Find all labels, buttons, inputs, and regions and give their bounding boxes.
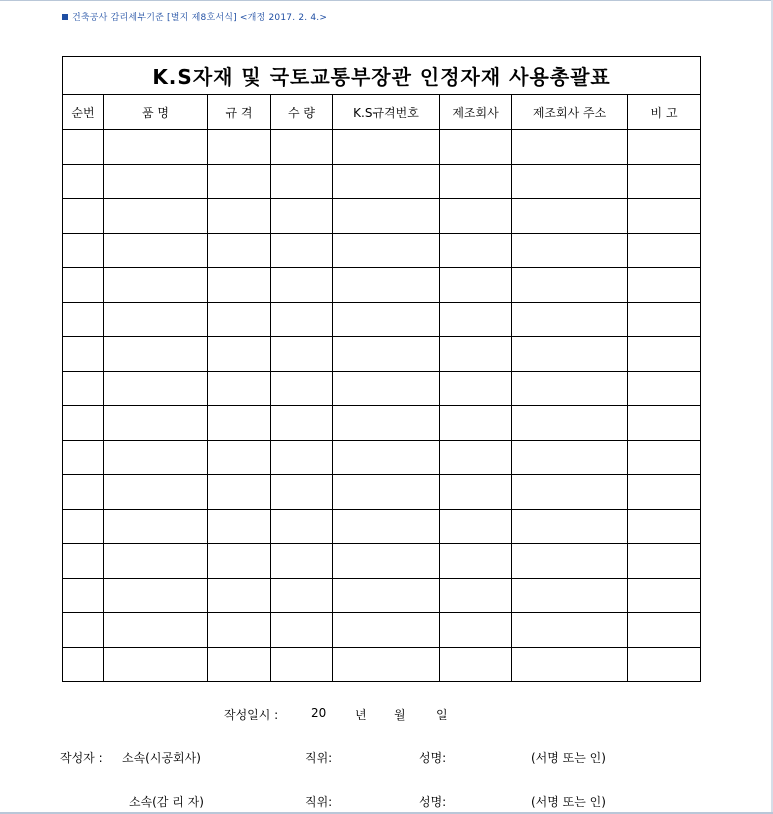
cell-spec[interactable] [208,440,271,475]
cell-spec[interactable] [208,475,271,510]
cell-number[interactable] [63,406,104,441]
cell-quantity[interactable] [271,130,333,165]
cell-manufacturer-address[interactable] [512,302,628,337]
cell-spec[interactable] [208,233,271,268]
cell-item-name[interactable] [104,440,208,475]
cell-quantity[interactable] [271,371,333,406]
table-row [63,268,701,303]
table-row [63,371,701,406]
cell-manufacturer-address[interactable] [512,613,628,648]
cell-item-name[interactable] [104,647,208,682]
cell-ks-number[interactable] [333,233,440,268]
col-header-manufacturer: 제조회사 [440,95,512,130]
cell-item-name[interactable] [104,199,208,234]
cell-ks-number[interactable] [333,544,440,579]
cell-manufacturer[interactable] [440,613,512,648]
cell-remarks[interactable] [628,130,701,165]
table-row [63,199,701,234]
cell-number[interactable] [63,440,104,475]
cell-number[interactable] [63,302,104,337]
date-year-label: 년 [355,708,367,722]
cell-manufacturer-address[interactable] [512,130,628,165]
cell-quantity[interactable] [271,509,333,544]
cell-manufacturer-address[interactable] [512,509,628,544]
top-border [0,0,773,1]
cell-manufacturer[interactable] [440,509,512,544]
cell-manufacturer[interactable] [440,544,512,579]
cell-remarks[interactable] [628,544,701,579]
cell-quantity[interactable] [271,475,333,510]
cell-remarks[interactable] [628,233,701,268]
cell-ks-number[interactable] [333,268,440,303]
cell-manufacturer-address[interactable] [512,233,628,268]
cell-spec[interactable] [208,647,271,682]
cell-quantity[interactable] [271,164,333,199]
cell-quantity[interactable] [271,337,333,372]
contractor-position[interactable]: 직위: [305,751,333,765]
cell-ks-number[interactable] [333,302,440,337]
cell-remarks[interactable] [628,509,701,544]
cell-number[interactable] [63,475,104,510]
cell-ks-number[interactable] [333,371,440,406]
cell-item-name[interactable] [104,302,208,337]
cell-ks-number[interactable] [333,440,440,475]
cell-quantity[interactable] [271,406,333,441]
cell-ks-number[interactable] [333,475,440,510]
cell-manufacturer[interactable] [440,371,512,406]
supervisor-name[interactable]: 성명: [419,795,447,809]
cell-ks-number[interactable] [333,578,440,613]
cell-remarks[interactable] [628,613,701,648]
cell-manufacturer[interactable] [440,130,512,165]
cell-remarks[interactable] [628,406,701,441]
cell-remarks[interactable] [628,268,701,303]
cell-manufacturer-address[interactable] [512,544,628,579]
form-reference-text: 건축공사 감리세부기준 [별지 제8호서식] <개정 2017. 2. 4.> [72,13,328,23]
cell-ks-number[interactable] [333,164,440,199]
date-year-prefix[interactable]: 20 [311,706,327,720]
cell-manufacturer[interactable] [440,302,512,337]
cell-ks-number[interactable] [333,406,440,441]
cell-remarks[interactable] [628,302,701,337]
table-row [63,544,701,579]
cell-ks-number[interactable] [333,199,440,234]
col-header-manufacturer-address: 제조회사 주소 [512,95,628,130]
cell-spec[interactable] [208,371,271,406]
cell-number[interactable] [63,199,104,234]
cell-spec[interactable] [208,268,271,303]
cell-item-name[interactable] [104,578,208,613]
cell-item-name[interactable] [104,164,208,199]
cell-manufacturer-address[interactable] [512,440,628,475]
cell-number[interactable] [63,544,104,579]
cell-quantity[interactable] [271,544,333,579]
cell-spec[interactable] [208,544,271,579]
table-row [63,613,701,648]
cell-spec[interactable] [208,613,271,648]
cell-quantity[interactable] [271,647,333,682]
square-bullet-icon [62,14,68,20]
cell-spec[interactable] [208,164,271,199]
cell-manufacturer[interactable] [440,440,512,475]
cell-number[interactable] [63,578,104,613]
cell-remarks[interactable] [628,199,701,234]
supervisor-affiliation: 소속(감 리 자) [129,795,204,809]
title-row [63,57,701,95]
form-reference-note [62,10,327,23]
cell-item-name[interactable] [104,406,208,441]
cell-manufacturer[interactable] [440,268,512,303]
cell-manufacturer[interactable] [440,647,512,682]
col-header-remarks: 비 고 [628,95,701,130]
cell-manufacturer[interactable] [440,199,512,234]
col-header-spec: 규 격 [208,95,271,130]
contractor-affiliation: 소속(시공회사) [122,751,201,765]
table-row [63,337,701,372]
cell-item-name[interactable] [104,130,208,165]
cell-manufacturer[interactable] [440,337,512,372]
contractor-name[interactable]: 성명: [419,751,447,765]
cell-item-name[interactable] [104,613,208,648]
date-month-label: 월 [394,708,406,722]
cell-remarks[interactable] [628,337,701,372]
cell-number[interactable] [63,647,104,682]
cell-manufacturer-address[interactable] [512,268,628,303]
cell-manufacturer[interactable] [440,475,512,510]
cell-item-name[interactable] [104,233,208,268]
cell-ks-number[interactable] [333,130,440,165]
cell-manufacturer-address[interactable] [512,647,628,682]
cell-item-name[interactable] [104,337,208,372]
header-row [63,95,701,130]
table-row [63,578,701,613]
cell-quantity[interactable] [271,440,333,475]
cell-number[interactable] [63,268,104,303]
cell-manufacturer[interactable] [440,578,512,613]
cell-manufacturer-address[interactable] [512,475,628,510]
cell-quantity[interactable] [271,302,333,337]
cell-number[interactable] [63,164,104,199]
table-row [63,164,701,199]
supervisor-signature[interactable]: (서명 또는 인) [531,795,606,809]
cell-spec[interactable] [208,130,271,165]
cell-quantity[interactable] [271,268,333,303]
supervisor-position[interactable]: 직위: [305,795,333,809]
cell-spec[interactable] [208,406,271,441]
col-header-item-name: 품 명 [104,95,208,130]
col-header-quantity: 수 량 [271,95,333,130]
table-row [63,647,701,682]
cell-manufacturer[interactable] [440,233,512,268]
cell-manufacturer[interactable] [440,164,512,199]
cell-remarks[interactable] [628,475,701,510]
cell-quantity[interactable] [271,578,333,613]
date-label: 작성일시 : [224,708,279,722]
date-day-label: 일 [436,708,448,722]
table-row [63,302,701,337]
cell-spec[interactable] [208,578,271,613]
cell-manufacturer-address[interactable] [512,406,628,441]
cell-number[interactable] [63,613,104,648]
table-row [63,475,701,510]
cell-spec[interactable] [208,199,271,234]
table-row [63,440,701,475]
table-row [63,233,701,268]
cell-ks-number[interactable] [333,613,440,648]
cell-item-name[interactable] [104,544,208,579]
cell-ks-number[interactable] [333,509,440,544]
table-title: K.S자재 및 국토교통부장관 인정자재 사용총괄표 [63,57,701,95]
cell-spec[interactable] [208,509,271,544]
cell-item-name[interactable] [104,475,208,510]
cell-manufacturer-address[interactable] [512,199,628,234]
materials-summary-table [62,56,701,682]
cell-quantity[interactable] [271,233,333,268]
cell-number[interactable] [63,509,104,544]
table-row [63,509,701,544]
cell-item-name[interactable] [104,371,208,406]
cell-spec[interactable] [208,337,271,372]
table-row [63,130,701,165]
cell-manufacturer[interactable] [440,406,512,441]
cell-manufacturer-address[interactable] [512,337,628,372]
cell-remarks[interactable] [628,440,701,475]
cell-ks-number[interactable] [333,647,440,682]
cell-manufacturer-address[interactable] [512,578,628,613]
cell-number[interactable] [63,130,104,165]
cell-manufacturer-address[interactable] [512,371,628,406]
cell-spec[interactable] [208,302,271,337]
contractor-signature[interactable]: (서명 또는 인) [531,751,606,765]
cell-number[interactable] [63,233,104,268]
cell-remarks[interactable] [628,164,701,199]
cell-number[interactable] [63,371,104,406]
cell-item-name[interactable] [104,509,208,544]
cell-quantity[interactable] [271,199,333,234]
col-header-number: 순번 [63,95,104,130]
cell-item-name[interactable] [104,268,208,303]
col-header-ks-number: K.S규격번호 [333,95,440,130]
cell-quantity[interactable] [271,613,333,648]
cell-number[interactable] [63,337,104,372]
cell-remarks[interactable] [628,647,701,682]
cell-remarks[interactable] [628,371,701,406]
writer-label: 작성자 : [60,751,103,765]
cell-remarks[interactable] [628,578,701,613]
cell-ks-number[interactable] [333,337,440,372]
cell-manufacturer-address[interactable] [512,164,628,199]
table-row [63,406,701,441]
